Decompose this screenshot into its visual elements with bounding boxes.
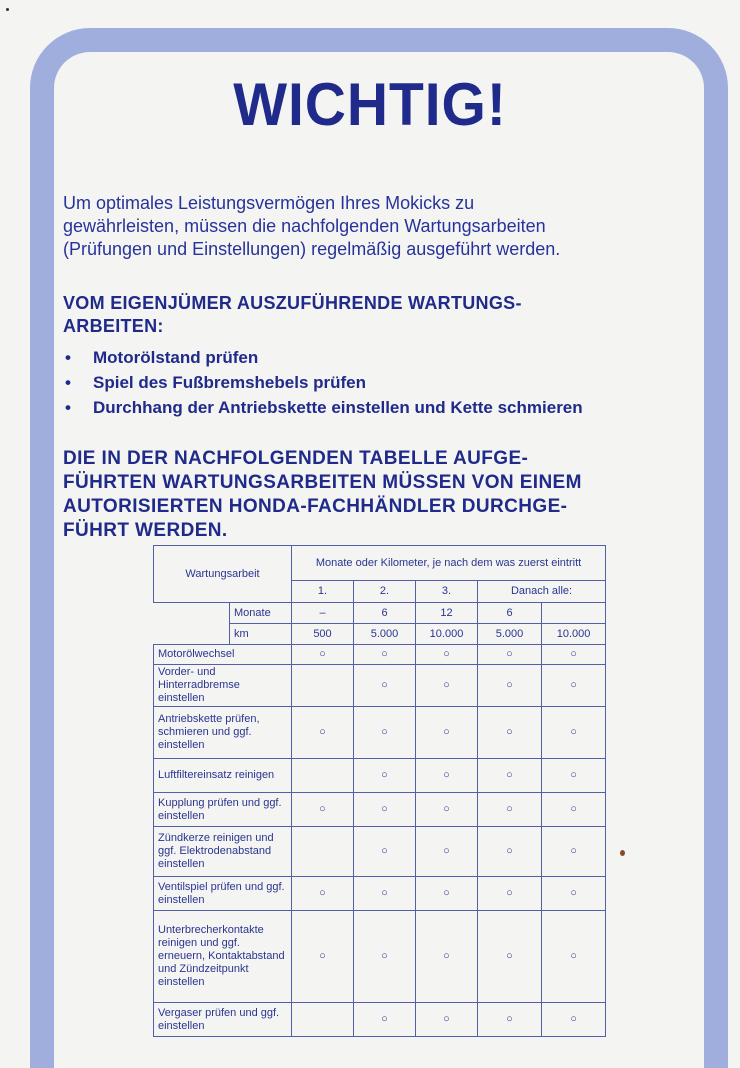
months-value: 12 (416, 603, 478, 624)
owner-heading-line: ARBEITEN: (63, 316, 164, 336)
owner-heading-line: VOM EIGENJÜMER AUSZUFÜHRENDE WARTUNGS- (63, 293, 522, 313)
interval-mark: ○ (416, 707, 478, 759)
interval-mark: ○ (478, 877, 542, 911)
interval-mark: ○ (542, 759, 606, 793)
interval-mark: ○ (478, 759, 542, 793)
blank-cell (154, 624, 230, 645)
interval-mark: ○ (478, 665, 542, 707)
task-cell: Vorder- und Hinterradbremse einstellen (154, 665, 292, 707)
task-cell: Vergaser prüfen und ggf. einstellen (154, 1003, 292, 1037)
task-text: Durchhang der Antriebskette einstellen und Kette schmieren (93, 398, 583, 417)
interval-mark: ○ (416, 759, 478, 793)
table-row (154, 877, 606, 911)
interval-mark: ○ (292, 707, 354, 759)
interval-mark: ○ (478, 1003, 542, 1037)
dealer-heading (63, 447, 703, 543)
interval-number: 3. (416, 581, 478, 603)
maintenance-table (153, 545, 606, 1037)
months-value: 6 (478, 603, 542, 624)
interval-mark: ○ (542, 911, 606, 1003)
task-cell: Unterbrecherkontakte reinigen und ggf. erneuern, Kontaktabstand und Zündzeitpunkt einstellen (154, 911, 292, 1003)
interval-mark: ○ (354, 645, 416, 665)
interval-number: 2. (354, 581, 416, 603)
page-title: WICHTIG! (233, 71, 507, 138)
empty-cell (292, 665, 354, 707)
intro-line: gewährleisten, müssen die nachfolgenden Wartungsarbeiten (63, 216, 546, 236)
bullet-icon: • (65, 373, 71, 392)
km-value: 5.000 (478, 624, 542, 645)
interval-mark: ○ (354, 1003, 416, 1037)
interval-mark: ○ (542, 645, 606, 665)
interval-mark: ○ (416, 877, 478, 911)
interval-mark: ○ (542, 707, 606, 759)
months-value: – (292, 603, 354, 624)
bullet-icon: • (65, 398, 71, 417)
dealer-heading-line: AUTORISIERTEN HONDA-FACHHÄNDLER DURCHGE- (63, 496, 568, 517)
dealer-heading-line: DIE IN DER NACHFOLGENDEN TABELLE AUFGE- (63, 448, 529, 469)
interval-mark: ○ (354, 877, 416, 911)
km-value: 5.000 (354, 624, 416, 645)
task-cell: Kupplung prüfen und ggf. einstellen (154, 793, 292, 827)
interval-mark: ○ (354, 665, 416, 707)
task-text: Motorölstand prüfen (93, 348, 259, 367)
task-text: Spiel des Fußbremshebels prüfen (93, 373, 367, 392)
dealer-heading-line: FÜHRTEN WARTUNGSARBEITEN MÜSSEN VON EINEM (63, 472, 582, 493)
interval-mark: ○ (478, 793, 542, 827)
interval-mark: ○ (478, 911, 542, 1003)
interval-mark: ○ (416, 911, 478, 1003)
task-cell: Luftfiltereinsatz reinigen (154, 759, 292, 793)
interval-mark: ○ (416, 793, 478, 827)
intro-text (63, 192, 703, 261)
table-row (154, 759, 606, 793)
header-interval: Monate oder Kilometer, je nach dem was zuerst eintritt (292, 546, 606, 581)
months-value (542, 603, 606, 624)
task-cell: Motorölwechsel (154, 645, 292, 665)
table-row (154, 665, 606, 707)
interval-mark: ○ (354, 759, 416, 793)
header-task: Wartungsarbeit (154, 546, 292, 603)
km-value: 500 (292, 624, 354, 645)
intro-line: Um optimales Leistungsvermögen Ihres Mokicks zu (63, 193, 475, 213)
interval-number: Danach alle: (478, 581, 606, 603)
empty-cell (292, 759, 354, 793)
interval-mark: ○ (354, 707, 416, 759)
table-row (154, 793, 606, 827)
interval-mark: ○ (292, 793, 354, 827)
empty-cell (292, 827, 354, 877)
interval-mark: ○ (354, 793, 416, 827)
months-label: Monate (230, 603, 292, 624)
interval-mark: ○ (292, 645, 354, 665)
interval-mark: ○ (542, 793, 606, 827)
interval-mark: ○ (354, 827, 416, 877)
task-cell: Antriebskette prüfen, schmieren und ggf. einstellen (154, 707, 292, 759)
interval-mark: ○ (292, 877, 354, 911)
interval-mark: ○ (416, 645, 478, 665)
dealer-heading-line: FÜHRT WERDEN. (63, 520, 228, 541)
list-item (63, 395, 713, 420)
intro-line: (Prüfungen und Einstellungen) regelmäßig ausgeführt werden. (63, 239, 561, 259)
bullet-icon: • (65, 348, 71, 367)
empty-cell (292, 1003, 354, 1037)
interval-mark: ○ (478, 707, 542, 759)
owner-heading (63, 292, 703, 338)
km-label: km (230, 624, 292, 645)
table-row (154, 707, 606, 759)
table-row (154, 911, 606, 1003)
km-value: 10.000 (416, 624, 478, 645)
list-item (63, 345, 713, 370)
blank-cell (154, 603, 230, 624)
km-value: 10.000 (542, 624, 606, 645)
interval-mark: ○ (292, 911, 354, 1003)
task-cell: Ventilspiel prüfen und ggf. einstellen (154, 877, 292, 911)
interval-mark: ○ (478, 827, 542, 877)
table-row (154, 645, 606, 665)
interval-mark: ○ (478, 645, 542, 665)
interval-mark: ○ (416, 1003, 478, 1037)
list-item (63, 370, 713, 395)
interval-mark: ○ (416, 665, 478, 707)
interval-mark: ○ (542, 827, 606, 877)
owner-task-list (63, 345, 713, 420)
interval-mark: ○ (354, 911, 416, 1003)
table-row (154, 827, 606, 877)
interval-number: 1. (292, 581, 354, 603)
interval-mark: ○ (542, 665, 606, 707)
interval-mark: ○ (542, 1003, 606, 1037)
task-cell: Zündkerze reinigen und ggf. Elektrodenabstand einstellen (154, 827, 292, 877)
interval-mark: ○ (416, 827, 478, 877)
months-value: 6 (354, 603, 416, 624)
interval-mark: ○ (542, 877, 606, 911)
table-row (154, 1003, 606, 1037)
